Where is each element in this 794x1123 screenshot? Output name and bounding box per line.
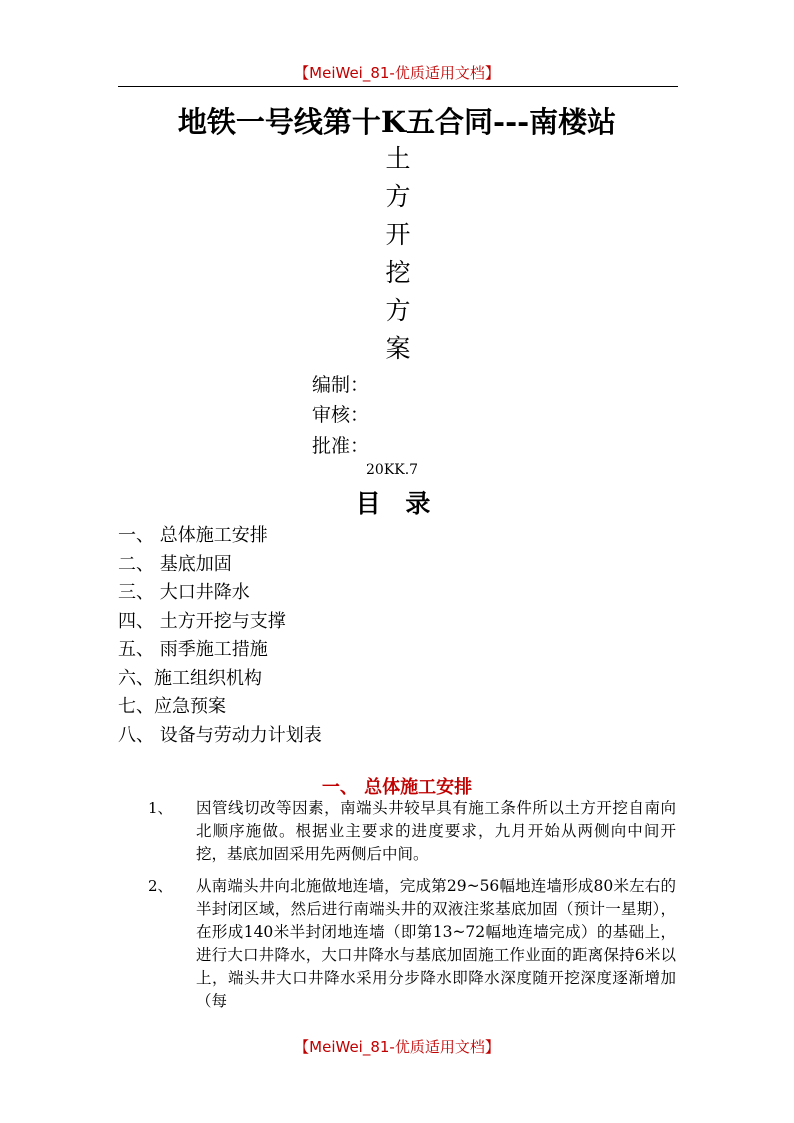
table-of-contents [118, 522, 322, 750]
approver-label: 批准： [312, 435, 370, 457]
toc-item: 五、 雨季施工措施 [118, 639, 268, 660]
vertical-char: 开 [385, 220, 411, 249]
vertical-char: 土 [385, 144, 411, 173]
document-date: 20KK.7 [366, 462, 419, 478]
toc-item: 二、 基底加固 [118, 553, 232, 575]
toc-item: 四、 土方开挖与支撑 [118, 610, 286, 632]
header-rule [118, 86, 678, 87]
paragraph-text: 因管线切改等因素，南端头井较早具有施工条件所以土方开挖自南向北顺序施做。根据业主要求的进度要求，九月开始从两侧向中间开挖，基底加固采用先两侧后中间。 [196, 799, 676, 863]
toc-item: 七、应急预案 [118, 696, 226, 717]
vertical-char: 挖 [385, 258, 411, 287]
vertical-char: 方 [385, 296, 411, 325]
vertical-char: 案 [385, 334, 411, 363]
page-header: 【MeiWei_81-优质适用文档】 [294, 64, 500, 82]
toc-item: 八、 设备与劳动力计划表 [118, 724, 322, 746]
toc-item: 六、施工组织机构 [118, 667, 262, 689]
vertical-char: 方 [385, 182, 411, 211]
toc-title: 目 录 [355, 489, 439, 518]
document-title: 地铁一号线第十K五合同---南楼站 [177, 105, 617, 139]
reviewer-label: 审核： [312, 404, 370, 426]
toc-item: 三、 大口井降水 [118, 582, 250, 603]
toc-item: 一、 总体施工安排 [118, 525, 268, 546]
section-title: 一、 总体施工安排 [321, 777, 473, 798]
page-footer: 【MeiWei_81-优质适用文档】 [294, 1038, 500, 1056]
paragraph-number: 2、 [148, 877, 173, 895]
paragraph-text: 从南端头井向北施做地连墙，完成第29~56幅地连墙形成80米左右的半封闭区域，然后进行南端头井的双液注浆基底加固（预计一星期），在形成140米半封闭地连墙（即第13~72幅地连墙完成）的基础上，进行大口井降水，大口井降水与基底加固施工作业面的距离保持6米以上，端头井大口井降水采用分步降水即降水深度随开挖深度逐渐增加（每 [196, 877, 676, 1010]
editor-label: 编制： [312, 374, 370, 396]
vertical-subtitle [378, 140, 418, 368]
paragraph-number: 1、 [148, 799, 173, 817]
